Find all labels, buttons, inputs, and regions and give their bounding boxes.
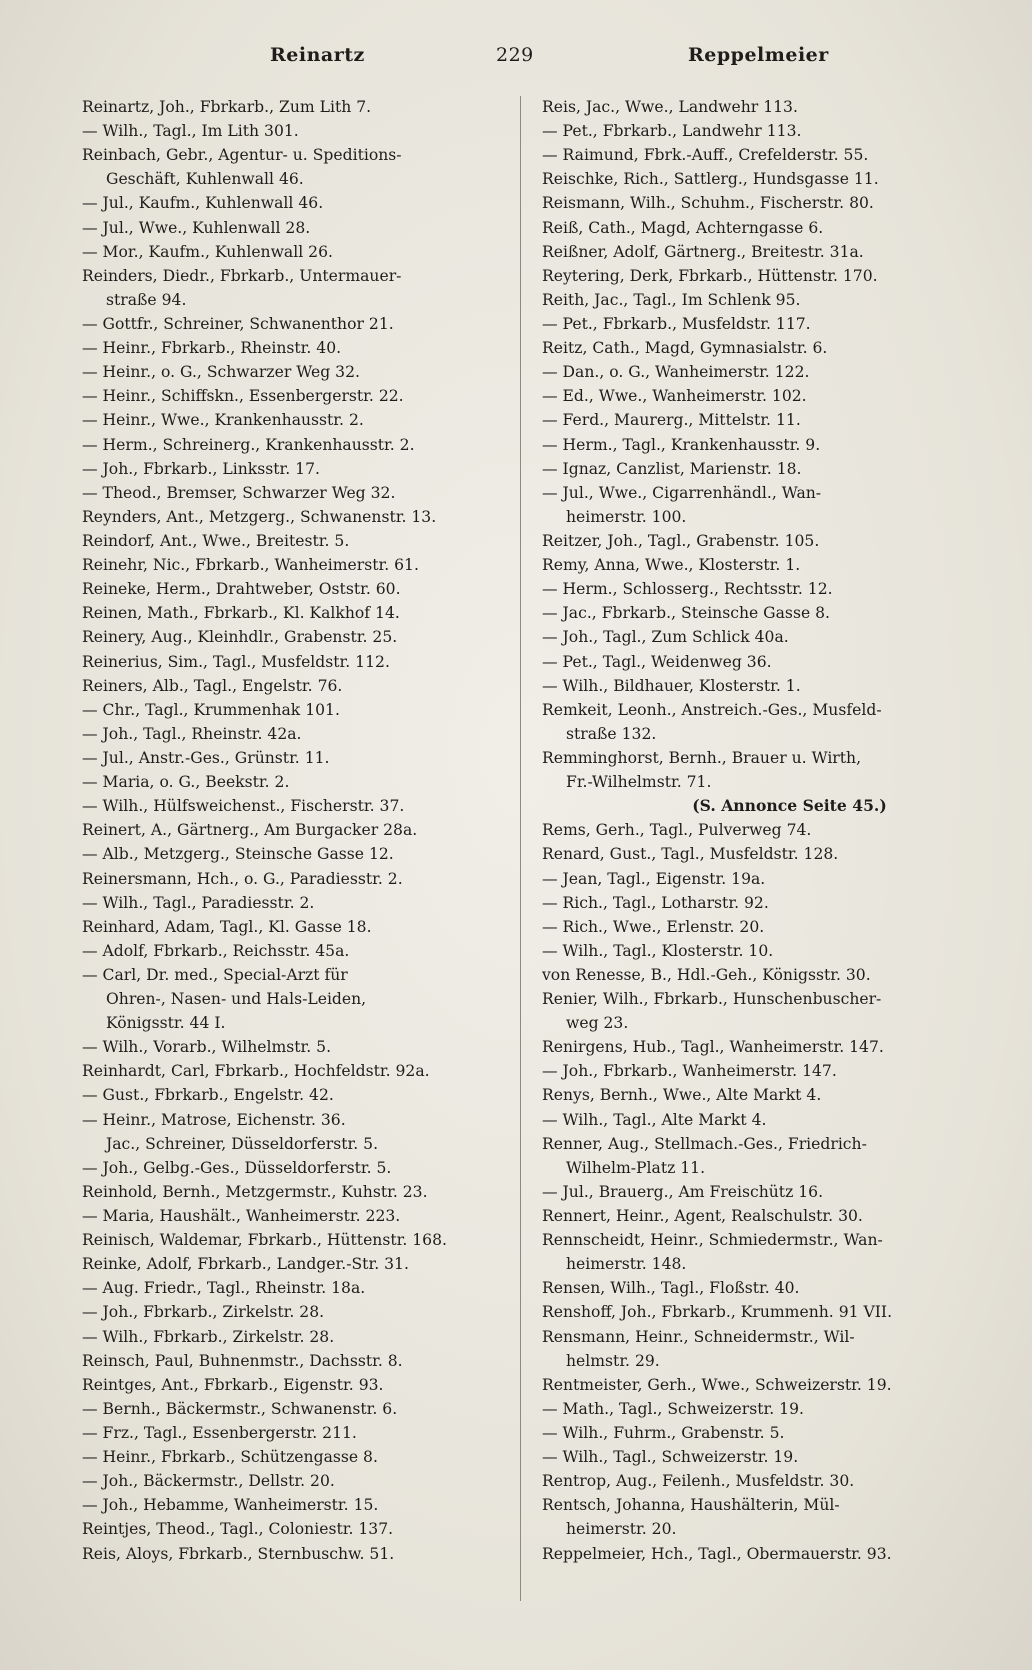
directory-entry: — Jul., Wwe., Cigarrenhändl., Wan-	[542, 483, 822, 502]
directory-entry: — Wilh., Hülfsweichenst., Fischerstr. 37.	[82, 797, 405, 816]
directory-entry: Remy, Anna, Wwe., Klosterstr. 1.	[542, 556, 801, 575]
directory-entry: — Joh., Tagl., Zum Schlick 40a.	[542, 628, 789, 647]
directory-entry: Reintges, Ant., Fbrkarb., Eigenstr. 93.	[82, 1375, 384, 1394]
directory-entry: — Chr., Tagl., Krummenhak 101.	[82, 700, 340, 719]
entry-continuation: Wilhelm-Platz 11.	[566, 1158, 706, 1177]
directory-entry: Remkeit, Leonh., Anstreich.-Ges., Musfeld-	[542, 700, 882, 719]
directory-entry: Reppelmeier, Hch., Tagl., Obermauerstr. 93.	[542, 1544, 892, 1563]
directory-entry: — Wilh., Vorarb., Wilhelmstr. 5.	[82, 1038, 332, 1057]
entry-continuation: heimerstr. 148.	[566, 1255, 687, 1274]
entry-continuation: straße 94.	[106, 290, 187, 309]
entry-continuation: heimerstr. 100.	[566, 507, 687, 526]
annonce-note: (S. Annonce Seite 45.)	[692, 796, 887, 816]
directory-entry: Reinert, A., Gärtnerg., Am Burgacker 28a.	[82, 821, 418, 840]
entry-continuation: Ohren-, Nasen- und Hals-Leiden,	[106, 990, 367, 1009]
directory-entry: — Bernh., Bäckermstr., Schwanenstr. 6.	[82, 1399, 398, 1418]
directory-entry: — Joh., Hebamme, Wanheimerstr. 15.	[82, 1496, 379, 1515]
directory-entry: — Gust., Fbrkarb., Engelstr. 42.	[82, 1086, 334, 1105]
right-column	[542, 95, 997, 1566]
directory-entry: — Wilh., Tagl., Im Lith 301.	[82, 122, 299, 141]
entry-continuation: straße 132.	[566, 724, 657, 743]
directory-entry: Reintjes, Theod., Tagl., Coloniestr. 137.	[82, 1520, 394, 1539]
directory-entry: — Maria, o. G., Beekstr. 2.	[82, 773, 290, 792]
directory-entry: Reinisch, Waldemar, Fbrkarb., Hüttenstr. 168.	[82, 1231, 447, 1250]
directory-entry: — Pet., Fbrkarb., Musfeldstr. 117.	[542, 314, 811, 333]
directory-entry: — Pet., Fbrkarb., Landwehr 113.	[542, 122, 802, 141]
directory-entry: — Heinr., Matrose, Eichenstr. 36.	[82, 1110, 346, 1129]
directory-entry: Renys, Bernh., Wwe., Alte Markt 4.	[542, 1086, 822, 1105]
directory-entry: — Joh., Tagl., Rheinstr. 42a.	[82, 724, 302, 743]
directory-entry: — Heinr., Fbrkarb., Schützengasse 8.	[82, 1448, 378, 1467]
directory-entry: — Wilh., Tagl., Schweizerstr. 19.	[542, 1448, 799, 1467]
directory-entry: Renner, Aug., Stellmach.-Ges., Friedrich-	[542, 1134, 867, 1153]
directory-entry: — Joh., Gelbg.-Ges., Düsseldorferstr. 5.	[82, 1158, 392, 1177]
directory-entry: Reytering, Derk, Fbrkarb., Hüttenstr. 170.	[542, 266, 878, 285]
directory-entry: — Rich., Tagl., Lotharstr. 92.	[542, 893, 769, 912]
directory-entry: — Jul., Brauerg., Am Freischütz 16.	[542, 1182, 824, 1201]
directory-entry: Reinhard, Adam, Tagl., Kl. Gasse 18.	[82, 917, 372, 936]
directory-entry: — Math., Tagl., Schweizerstr. 19.	[542, 1399, 804, 1418]
directory-entry: Reinehr, Nic., Fbrkarb., Wanheimerstr. 61.	[82, 556, 419, 575]
directory-entry: Reis, Aloys, Fbrkarb., Sternbuschw. 51.	[82, 1544, 395, 1563]
directory-entry: Reitzer, Joh., Tagl., Grabenstr. 105.	[542, 531, 820, 550]
directory-entry: Reis, Jac., Wwe., Landwehr 113.	[542, 98, 798, 116]
directory-entry: — Aug. Friedr., Tagl., Rheinstr. 18a.	[82, 1279, 366, 1298]
directory-entry: — Raimund, Fbrk.-Auff., Crefelderstr. 55.	[542, 146, 869, 165]
directory-entry: Reindorf, Ant., Wwe., Breitestr. 5.	[82, 531, 350, 550]
entry-continuation: helmstr. 29.	[566, 1351, 660, 1370]
directory-entry: — Herm., Schreinerg., Krankenhausstr. 2.	[82, 435, 415, 454]
directory-entry: Rentrop, Aug., Feilenh., Musfeldstr. 30.	[542, 1472, 855, 1491]
header-right-word: Reppelmeier	[688, 44, 829, 66]
directory-entry: Reiß, Cath., Magd, Achterngasse 6.	[542, 218, 824, 237]
directory-entry: Reinhardt, Carl, Fbrkarb., Hochfeldstr. 92a.	[82, 1062, 430, 1081]
directory-entry: — Wilh., Fuhrm., Grabenstr. 5.	[542, 1424, 785, 1443]
directory-entry: Reith, Jac., Tagl., Im Schlenk 95.	[542, 290, 801, 309]
directory-entry: — Herm., Tagl., Krankenhausstr. 9.	[542, 435, 821, 454]
directory-entry: Renier, Wilh., Fbrkarb., Hunschenbuscher-	[542, 990, 882, 1009]
column-divider	[520, 96, 521, 1601]
directory-entry: — Maria, Haushält., Wanheimerstr. 223.	[82, 1207, 401, 1226]
directory-entry: — Carl, Dr. med., Special-Arzt für	[82, 965, 348, 984]
directory-entry: Reinke, Adolf, Fbrkarb., Landger.-Str. 31.	[82, 1255, 409, 1274]
directory-entry: — Herm., Schlosserg., Rechtsstr. 12.	[542, 580, 833, 599]
page-number: 229	[496, 44, 534, 66]
directory-entry: Reitz, Cath., Magd, Gymnasialstr. 6.	[542, 339, 828, 358]
directory-entry: Renirgens, Hub., Tagl., Wanheimerstr. 147.	[542, 1038, 884, 1057]
directory-entry: Reischke, Rich., Sattlerg., Hundsgasse 11.	[542, 170, 879, 189]
directory-entry: — Wilh., Tagl., Paradiesstr. 2.	[82, 893, 315, 912]
directory-entry: — Wilh., Bildhauer, Klosterstr. 1.	[542, 676, 801, 695]
directory-entry: — Heinr., Wwe., Krankenhausstr. 2.	[82, 411, 364, 430]
directory-entry: von Renesse, B., Hdl.-Geh., Königsstr. 30.	[542, 965, 871, 984]
directory-entry: Reinersmann, Hch., o. G., Paradiesstr. 2.	[82, 869, 403, 888]
directory-entry: — Jul., Anstr.-Ges., Grünstr. 11.	[82, 748, 330, 767]
directory-entry: Rensmann, Heinr., Schneidermstr., Wil-	[542, 1327, 855, 1346]
entry-continuation: heimerstr. 20.	[566, 1520, 677, 1539]
directory-entry: Reinerius, Sim., Tagl., Musfeldstr. 112.	[82, 652, 390, 671]
directory-entry: Reinhold, Bernh., Metzgermstr., Kuhstr. 23.	[82, 1182, 428, 1201]
directory-entry: Reinery, Aug., Kleinhdlr., Grabenstr. 25.	[82, 628, 398, 647]
directory-entry: — Jean, Tagl., Eigenstr. 19a.	[542, 869, 766, 888]
directory-entry: Rems, Gerh., Tagl., Pulverweg 74.	[542, 821, 812, 840]
directory-entry: Reinders, Diedr., Fbrkarb., Untermauer-	[82, 266, 402, 285]
directory-entry: — Wilh., Tagl., Klosterstr. 10.	[542, 941, 774, 960]
directory-entry: — Joh., Fbrkarb., Linksstr. 17.	[82, 459, 320, 478]
directory-entry: — Jul., Wwe., Kuhlenwall 28.	[82, 218, 311, 237]
directory-entry: — Frz., Tagl., Essenbergerstr. 211.	[82, 1424, 357, 1443]
entry-continuation: Fr.-Wilhelmstr. 71.	[566, 773, 712, 792]
directory-entry: Reineke, Herm., Drahtweber, Oststr. 60.	[82, 580, 401, 599]
directory-entry: — Heinr., Schiffskn., Essenbergerstr. 22.	[82, 387, 404, 406]
directory-entry: — Dan., o. G., Wanheimerstr. 122.	[542, 363, 810, 382]
directory-entry: Renshoff, Joh., Fbrkarb., Krummenh. 91 VII.	[542, 1303, 893, 1322]
directory-entry: — Pet., Tagl., Weidenweg 36.	[542, 652, 772, 671]
directory-entry: Rentmeister, Gerh., Wwe., Schweizerstr. 19.	[542, 1375, 892, 1394]
directory-entry: — Wilh., Tagl., Alte Markt 4.	[542, 1110, 767, 1129]
directory-entry: — Ed., Wwe., Wanheimerstr. 102.	[542, 387, 807, 406]
directory-entry: — Jul., Kaufm., Kuhlenwall 46.	[82, 194, 324, 213]
directory-entry: Reynders, Ant., Metzgerg., Schwanenstr. 13.	[82, 507, 437, 526]
directory-entry: Renard, Gust., Tagl., Musfeldstr. 128.	[542, 845, 839, 864]
entry-continuation: Geschäft, Kuhlenwall 46.	[106, 170, 304, 189]
directory-entry: Remminghorst, Bernh., Brauer u. Wirth,	[542, 748, 862, 767]
directory-entry: — Adolf, Fbrkarb., Reichsstr. 45a.	[82, 941, 350, 960]
directory-entry: Rennert, Heinr., Agent, Realschulstr. 30.	[542, 1207, 863, 1226]
directory-entry: Rennscheidt, Heinr., Schmiedermstr., Wan-	[542, 1231, 883, 1250]
entry-continuation: Königsstr. 44 I.	[106, 1014, 226, 1033]
header-left-word: Reinartz	[270, 44, 365, 66]
directory-entry: Reinartz, Joh., Fbrkarb., Zum Lith 7.	[82, 98, 372, 116]
directory-entry: — Ignaz, Canzlist, Marienstr. 18.	[542, 459, 802, 478]
entry-continuation: weg 23.	[566, 1014, 629, 1033]
directory-entry: — Ferd., Maurerg., Mittelstr. 11.	[542, 411, 801, 430]
directory-entry: Reinen, Math., Fbrkarb., Kl. Kalkhof 14.	[82, 604, 400, 623]
directory-entry: — Joh., Bäckermstr., Dellstr. 20.	[82, 1472, 335, 1491]
directory-entry: — Jac., Fbrkarb., Steinsche Gasse 8.	[542, 604, 831, 623]
directory-entry: — Gottfr., Schreiner, Schwanenthor 21.	[82, 314, 394, 333]
directory-entry: Rentsch, Johanna, Haushälterin, Mül-	[542, 1496, 840, 1515]
directory-entry: — Joh., Fbrkarb., Zirkelstr. 28.	[82, 1303, 325, 1322]
directory-entry: — Joh., Fbrkarb., Wanheimerstr. 147.	[542, 1062, 837, 1081]
directory-entry: Reißner, Adolf, Gärtnerg., Breitestr. 31a.	[542, 242, 864, 261]
page-header	[0, 44, 1032, 76]
directory-entry: — Heinr., o. G., Schwarzer Weg 32.	[82, 363, 360, 382]
directory-entry: — Mor., Kaufm., Kuhlenwall 26.	[82, 242, 333, 261]
directory-entry: Reinbach, Gebr., Agentur- u. Speditions-	[82, 146, 402, 165]
directory-entry: — Theod., Bremser, Schwarzer Weg 32.	[82, 483, 396, 502]
directory-entry: — Heinr., Fbrkarb., Rheinstr. 40.	[82, 339, 342, 358]
entry-continuation: Jac., Schreiner, Düsseldorferstr. 5.	[106, 1134, 379, 1153]
directory-entry: Reiners, Alb., Tagl., Engelstr. 76.	[82, 676, 343, 695]
directory-entry: — Rich., Wwe., Erlenstr. 20.	[542, 917, 765, 936]
directory-entry: Rensen, Wilh., Tagl., Floßstr. 40.	[542, 1279, 800, 1298]
left-column	[82, 95, 512, 1566]
directory-entry: — Alb., Metzgerg., Steinsche Gasse 12.	[82, 845, 394, 864]
directory-entry: — Wilh., Fbrkarb., Zirkelstr. 28.	[82, 1327, 335, 1346]
directory-entry: Reinsch, Paul, Buhnenmstr., Dachsstr. 8.	[82, 1351, 403, 1370]
directory-entry: Reismann, Wilh., Schuhm., Fischerstr. 80.	[542, 194, 874, 213]
